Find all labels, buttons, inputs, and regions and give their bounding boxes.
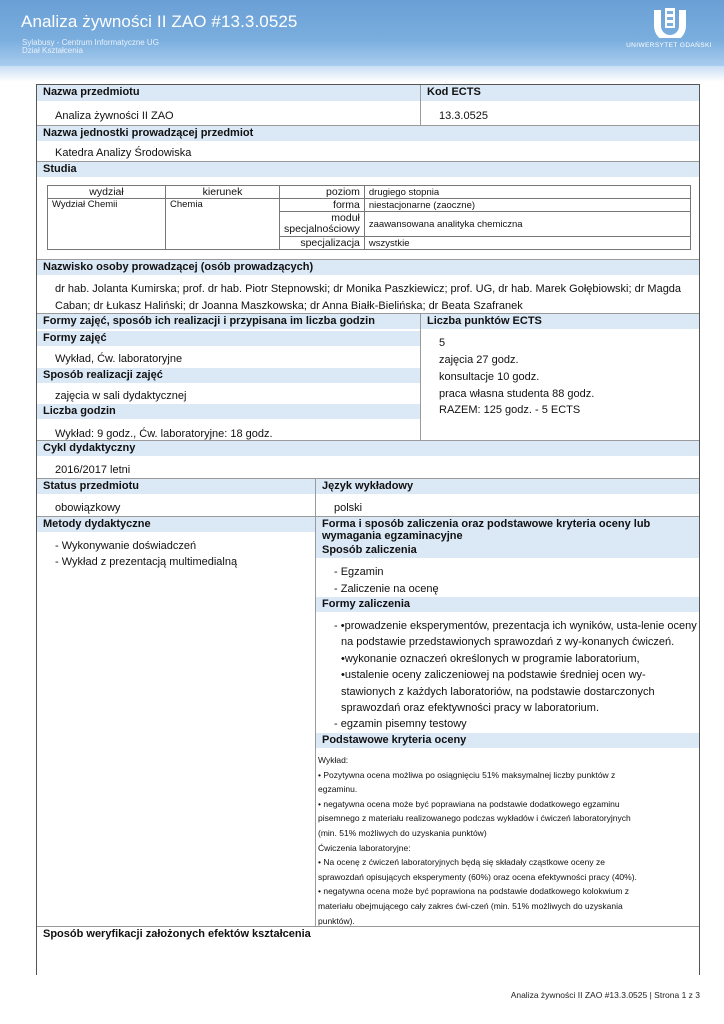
studia-value-poziom: drugiego stopnia bbox=[364, 186, 690, 199]
ects-points-line3: praca własna studenta 88 godz. bbox=[439, 388, 595, 400]
header-subtitle-line1: Sylabusy - Centrum Informatyczne UG bbox=[22, 38, 159, 47]
methods-header: Metody dydaktyczne bbox=[37, 517, 315, 532]
forms-method-header: Sposób realizacji zajęć bbox=[37, 368, 420, 383]
assessment-header-line2: wymagania egzaminacyjne bbox=[322, 530, 463, 542]
criteria-line: • negatywna ocena może być poprawiona na podstawie dodatkowego kolokwium z bbox=[318, 886, 630, 897]
header-banner bbox=[0, 0, 724, 66]
assessment-forms-line: •ustalenie oceny zaliczeniowej na podstawie średniej ocen wy- bbox=[341, 669, 646, 681]
language-value: polski bbox=[334, 502, 363, 514]
syllabus-table bbox=[36, 84, 700, 975]
teachers-header: Nazwisko osoby prowadzącej (osób prowadzących) bbox=[37, 260, 699, 275]
studia-col-kierunek: kierunek bbox=[166, 186, 280, 199]
criteria-line: materiału obejmującego cały zakres ćwi-czeń (min. 51% możliwych do uzyskania bbox=[318, 900, 623, 911]
studia-label-poziom: poziom bbox=[280, 186, 365, 199]
ects-points-header: Liczba punktów ECTS bbox=[421, 314, 699, 329]
assessment-method-header: Sposób zaliczenia bbox=[316, 543, 699, 558]
ects-code-header: Kod ECTS bbox=[421, 85, 699, 101]
divider bbox=[420, 314, 421, 440]
forms-hours-value: Wykład: 9 godz., Ćw. laboratoryjne: 18 godz. bbox=[55, 428, 273, 440]
criteria-line: sprawozdań opisujących eksperymenty (60%) oraz ocena efektywności pracy (40%). bbox=[318, 871, 637, 882]
studia-label-specjalizacja: specjalizacja bbox=[280, 237, 365, 250]
criteria-line: (min. 51% możliwych do uzyskania punktów) bbox=[318, 827, 487, 838]
document-title: Analiza żywności II ZAO #13.3.0525 bbox=[21, 12, 298, 31]
ects-points-line4: RAZEM: 125 godz. - 5 ECTS bbox=[439, 404, 581, 416]
assessment-forms-line: •wykonanie oznaczeń określonych w programie laboratorium, bbox=[341, 653, 640, 665]
assessment-forms-header: Formy zaliczenia bbox=[316, 597, 699, 612]
assessment-header bbox=[316, 517, 699, 543]
criteria-line: • Na ocenę z ćwiczeń laboratoryjnych będą się składały cząstkowe oceny ze bbox=[318, 857, 605, 868]
assessment-method-item-2: - Zaliczenie na ocenę bbox=[334, 583, 439, 595]
criteria-line: Wykład: bbox=[318, 755, 349, 765]
criteria-line: punktów). bbox=[318, 915, 355, 926]
forms-header: Formy zajęć, sposób ich realizacji i przypisana im liczba godzin bbox=[37, 314, 421, 329]
ects-points-line1: zajęcia 27 godz. bbox=[439, 354, 519, 366]
studia-wydzial-value: Wydział Chemii bbox=[48, 199, 166, 250]
criteria-line: egzaminu. bbox=[318, 784, 358, 795]
ects-points-value: 5 bbox=[439, 337, 446, 349]
unit-header: Nazwa jednostki prowadzącej przedmiot bbox=[37, 126, 699, 141]
criteria-line: • Pozytywna ocena możliwa po osiągnięciu 51% maksymalnej liczby punktów z bbox=[318, 769, 616, 780]
forms-method-value: zajęcia w sali dydaktycznej bbox=[55, 390, 187, 402]
teachers-line2: Caban; dr Łukasz Haliński; dr Joanna Maszkowska; dr Anna Białk-Bielińska; dr Beata Szafranek bbox=[55, 300, 523, 312]
assessment-forms-line: sprawozdań oraz efektywności pracy w laboratorium. bbox=[341, 702, 600, 714]
forms-hours-header: Liczba godzin bbox=[37, 404, 420, 419]
language-header: Język wykładowy bbox=[316, 479, 699, 494]
studia-value-forma: niestacjonarne (zaoczne) bbox=[364, 199, 690, 212]
methods-item-1: - Wykonywanie doświadczeń bbox=[55, 540, 197, 552]
header-subtitle-line2: Dział Kształcenia bbox=[22, 46, 83, 55]
header-banner-fade bbox=[0, 66, 724, 82]
status-value: obowiązkowy bbox=[55, 502, 121, 514]
studia-label-forma: forma bbox=[280, 199, 365, 212]
criteria-header: Podstawowe kryteria oceny bbox=[316, 733, 699, 748]
assessment-forms-line: - •prowadzenie eksperymentów, prezentacja ich wyników, usta-lenie oceny bbox=[334, 620, 697, 632]
criteria-text bbox=[318, 753, 696, 928]
assessment-method-item-1: - Egzamin bbox=[334, 566, 384, 578]
studia-col-wydzial: wydział bbox=[48, 186, 166, 199]
forms-type-value: Wykład, Ćw. laboratoryjne bbox=[55, 353, 183, 365]
cycle-header: Cykl dydaktyczny bbox=[37, 441, 699, 456]
verification-header: Sposób weryfikacji założonych efektów kształcenia bbox=[37, 927, 699, 942]
course-name-value: Analiza żywności II ZAO bbox=[55, 110, 174, 122]
criteria-line: • negatywna ocena może być poprawiana na podstawie dodatkowego egzaminu bbox=[318, 798, 620, 809]
criteria-line: Ćwiczenia laboratoryjne: bbox=[318, 842, 411, 853]
studia-header: Studia bbox=[37, 162, 699, 177]
studia-value-specjalizacja: wszystkie bbox=[364, 237, 690, 250]
assessment-forms-line: na podstawie przedstawionych sprawozdań z wy-konanych ćwiczeń. bbox=[341, 636, 675, 648]
criteria-line: pisemnego z materiału realizowanego podczas wykładów i ćwiczeń laboratoryjnych bbox=[318, 813, 631, 824]
methods-item-2: - Wykład z prezentacją multimedialną bbox=[55, 556, 238, 568]
studia-kierunek-value: Chemia bbox=[166, 199, 280, 250]
assessment-forms-line: - egzamin pisemny testowy bbox=[334, 718, 467, 730]
studia-label-modul: moduł specjalnościowy bbox=[280, 212, 365, 237]
studia-value-modul: zaawansowana analityka chemiczna bbox=[364, 212, 690, 237]
university-name: UNIWERSYTET GDAŃSKI bbox=[626, 42, 712, 49]
assessment-header-line1: Forma i sposób zaliczenia oraz podstawowe kryteria oceny lub bbox=[322, 518, 651, 530]
studia-table bbox=[47, 185, 691, 250]
ects-points-line2: konsultacje 10 godz. bbox=[439, 371, 540, 383]
university-logo-icon bbox=[650, 6, 690, 38]
teachers-line1: dr hab. Jolanta Kumirska; prof. dr hab. Piotr Stepnowski; dr Monika Paszkiewicz; prof. UG, dr hab. Marek Gołębiowski; dr Magda bbox=[55, 283, 682, 295]
course-name-header: Nazwa przedmiotu bbox=[37, 85, 421, 101]
cycle-value: 2016/2017 letni bbox=[55, 464, 131, 476]
divider bbox=[420, 85, 421, 125]
forms-type-header: Formy zajęć bbox=[37, 331, 420, 346]
page-footer: Analiza żywności II ZAO #13.3.0525 | Strona 1 z 3 bbox=[510, 990, 700, 1000]
status-header: Status przedmiotu bbox=[37, 479, 315, 494]
assessment-forms-line: stawionych z każdych laboratoriów, na podstawie dostarczonych bbox=[341, 686, 655, 698]
unit-value: Katedra Analizy Środowiska bbox=[55, 147, 192, 159]
ects-code-value: 13.3.0525 bbox=[439, 110, 488, 122]
